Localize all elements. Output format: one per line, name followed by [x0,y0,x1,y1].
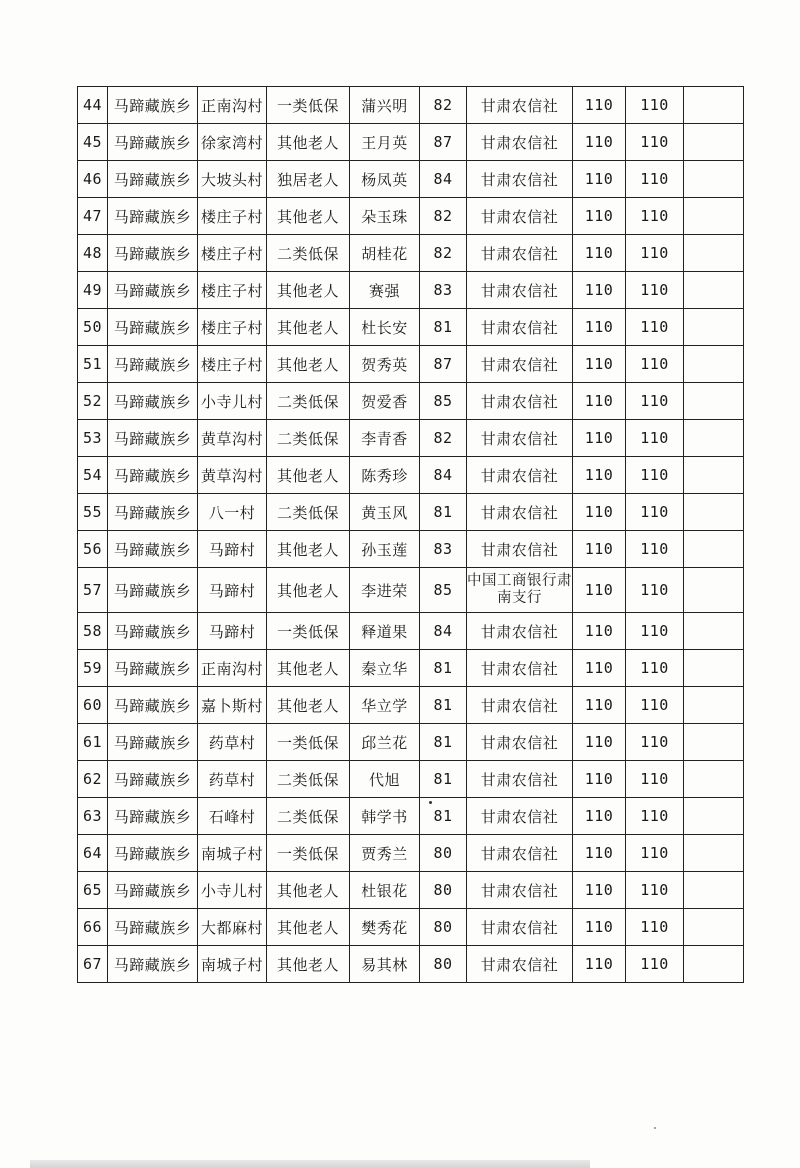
cell-number: 46 [78,161,108,198]
cell-township: 马蹄藏族乡 [108,568,198,613]
cell-township: 马蹄藏族乡 [108,235,198,272]
table-row [78,946,744,983]
cell-category: 其他老人 [267,309,350,346]
cell-village: 大坡头村 [198,161,267,198]
cell-category: 一类低保 [267,87,350,124]
cell-amount-standard: 110 [573,568,626,613]
cell-village: 马蹄村 [198,613,267,650]
cell-village: 小寺儿村 [198,383,267,420]
cell-bank: 甘肃农信社 [467,272,573,309]
table-row [78,613,744,650]
cell-remark [684,87,744,124]
cell-name: 贾秀兰 [350,835,420,872]
cell-number: 63 [78,798,108,835]
cell-category: 其他老人 [267,872,350,909]
cell-remark [684,235,744,272]
cell-name: 黄玉风 [350,494,420,531]
table-row [78,420,744,457]
cell-number: 50 [78,309,108,346]
table-row [78,457,744,494]
cell-name: 朵玉珠 [350,198,420,235]
cell-amount-paid: 110 [626,383,684,420]
cell-category: 其他老人 [267,124,350,161]
table-row [78,198,744,235]
table-row [78,872,744,909]
cell-remark [684,420,744,457]
cell-bank: 甘肃农信社 [467,724,573,761]
cell-category: 二类低保 [267,761,350,798]
roster-body [78,87,744,983]
cell-name: 华立学 [350,687,420,724]
cell-amount-paid: 110 [626,835,684,872]
cell-number: 56 [78,531,108,568]
cell-amount-standard: 110 [573,272,626,309]
cell-bank: 中国工商银行肃南支行 [467,568,573,613]
cell-number: 61 [78,724,108,761]
cell-age: 85 [420,383,467,420]
cell-amount-standard: 110 [573,235,626,272]
cell-name: 赛强 [350,272,420,309]
cell-number: 59 [78,650,108,687]
cell-age: 81 [420,687,467,724]
cell-township: 马蹄藏族乡 [108,531,198,568]
table-row [78,494,744,531]
cell-amount-paid: 110 [626,346,684,383]
cell-bank: 甘肃农信社 [467,494,573,531]
cell-number: 49 [78,272,108,309]
cell-remark [684,272,744,309]
cell-amount-standard: 110 [573,835,626,872]
cell-amount-paid: 110 [626,613,684,650]
cell-category: 其他老人 [267,198,350,235]
cell-name: 胡桂花 [350,235,420,272]
cell-township: 马蹄藏族乡 [108,124,198,161]
cell-village: 正南沟村 [198,650,267,687]
cell-name: 杜银花 [350,872,420,909]
cell-bank: 甘肃农信社 [467,946,573,983]
cell-bank: 甘肃农信社 [467,835,573,872]
cell-amount-paid: 110 [626,87,684,124]
cell-amount-standard: 110 [573,87,626,124]
cell-category: 其他老人 [267,650,350,687]
cell-remark [684,724,744,761]
cell-amount-standard: 110 [573,724,626,761]
cell-number: 54 [78,457,108,494]
cell-age: 84 [420,613,467,650]
cell-amount-paid: 110 [626,946,684,983]
cell-name: 代旭 [350,761,420,798]
cell-amount-paid: 110 [626,272,684,309]
table-row [78,235,744,272]
cell-amount-paid: 110 [626,124,684,161]
cell-amount-paid: 110 [626,235,684,272]
cell-village: 小寺儿村 [198,872,267,909]
cell-name: 杜长安 [350,309,420,346]
cell-township: 马蹄藏族乡 [108,309,198,346]
cell-village: 马蹄村 [198,568,267,613]
cell-name: 杨凤英 [350,161,420,198]
cell-amount-paid: 110 [626,872,684,909]
cell-amount-standard: 110 [573,650,626,687]
cell-category: 一类低保 [267,835,350,872]
cell-number: 60 [78,687,108,724]
table-row [78,724,744,761]
cell-bank: 甘肃农信社 [467,87,573,124]
cell-amount-paid: 110 [626,420,684,457]
cell-village: 南城子村 [198,946,267,983]
cell-category: 其他老人 [267,457,350,494]
cell-village: 石峰村 [198,798,267,835]
cell-age: 82 [420,235,467,272]
cell-amount-standard: 110 [573,383,626,420]
table-row [78,531,744,568]
cell-township: 马蹄藏族乡 [108,872,198,909]
cell-amount-standard: 110 [573,531,626,568]
cell-remark [684,650,744,687]
cell-remark [684,124,744,161]
cell-village: 大都麻村 [198,909,267,946]
cell-township: 马蹄藏族乡 [108,613,198,650]
cell-category: 二类低保 [267,798,350,835]
cell-number: 62 [78,761,108,798]
cell-category: 其他老人 [267,946,350,983]
scan-speck [654,1127,656,1129]
cell-township: 马蹄藏族乡 [108,383,198,420]
cell-age: 81 [420,494,467,531]
cell-number: 64 [78,835,108,872]
cell-amount-standard: 110 [573,761,626,798]
cell-name: 易其林 [350,946,420,983]
cell-name: 贺爱香 [350,383,420,420]
cell-township: 马蹄藏族乡 [108,161,198,198]
cell-amount-paid: 110 [626,198,684,235]
cell-amount-standard: 110 [573,124,626,161]
cell-remark [684,761,744,798]
cell-age: 80 [420,872,467,909]
cell-township: 马蹄藏族乡 [108,346,198,383]
table-row [78,272,744,309]
cell-amount-paid: 110 [626,687,684,724]
cell-age: 83 [420,272,467,309]
table-row [78,309,744,346]
cell-age: 83 [420,531,467,568]
cell-township: 马蹄藏族乡 [108,835,198,872]
cell-amount-paid: 110 [626,650,684,687]
cell-township: 马蹄藏族乡 [108,798,198,835]
cell-amount-paid: 110 [626,761,684,798]
cell-township: 马蹄藏族乡 [108,724,198,761]
cell-name: 樊秀花 [350,909,420,946]
cell-category: 独居老人 [267,161,350,198]
table-row [78,161,744,198]
cell-bank: 甘肃农信社 [467,383,573,420]
cell-bank: 甘肃农信社 [467,235,573,272]
cell-bank: 甘肃农信社 [467,420,573,457]
cell-category: 二类低保 [267,235,350,272]
cell-bank: 甘肃农信社 [467,124,573,161]
cell-age: 82 [420,198,467,235]
cell-category: 其他老人 [267,909,350,946]
cell-amount-standard: 110 [573,161,626,198]
cell-township: 马蹄藏族乡 [108,946,198,983]
cell-bank: 甘肃农信社 [467,613,573,650]
cell-number: 47 [78,198,108,235]
cell-category: 其他老人 [267,687,350,724]
cell-bank: 甘肃农信社 [467,531,573,568]
cell-village: 黄草沟村 [198,420,267,457]
cell-name: 邱兰花 [350,724,420,761]
cell-category: 二类低保 [267,494,350,531]
table-row [78,650,744,687]
cell-remark [684,383,744,420]
cell-name: 蒲兴明 [350,87,420,124]
cell-village: 楼庄子村 [198,235,267,272]
cell-age: 81 [420,650,467,687]
cell-village: 马蹄村 [198,531,267,568]
cell-number: 66 [78,909,108,946]
cell-amount-paid: 110 [626,309,684,346]
roster-table [77,86,744,983]
cell-village: 楼庄子村 [198,309,267,346]
cell-category: 其他老人 [267,568,350,613]
cell-number: 65 [78,872,108,909]
cell-township: 马蹄藏族乡 [108,687,198,724]
scan-speck [429,801,432,804]
cell-amount-paid: 110 [626,724,684,761]
table-row [78,909,744,946]
cell-amount-standard: 110 [573,946,626,983]
cell-village: 楼庄子村 [198,272,267,309]
cell-village: 南城子村 [198,835,267,872]
cell-age: 85 [420,568,467,613]
cell-township: 马蹄藏族乡 [108,420,198,457]
cell-number: 53 [78,420,108,457]
cell-remark [684,494,744,531]
cell-township: 马蹄藏族乡 [108,761,198,798]
cell-name: 李进荣 [350,568,420,613]
cell-township: 马蹄藏族乡 [108,650,198,687]
cell-bank: 甘肃农信社 [467,761,573,798]
cell-village: 徐家湾村 [198,124,267,161]
cell-age: 81 [420,798,467,835]
cell-age: 87 [420,124,467,161]
cell-amount-standard: 110 [573,872,626,909]
cell-amount-standard: 110 [573,198,626,235]
table-row [78,124,744,161]
cell-category: 其他老人 [267,531,350,568]
cell-category: 二类低保 [267,420,350,457]
cell-remark [684,613,744,650]
table-row [78,761,744,798]
cell-number: 48 [78,235,108,272]
cell-bank: 甘肃农信社 [467,309,573,346]
cell-number: 67 [78,946,108,983]
cell-remark [684,531,744,568]
cell-age: 81 [420,724,467,761]
cell-township: 马蹄藏族乡 [108,494,198,531]
cell-age: 81 [420,309,467,346]
cell-remark [684,346,744,383]
cell-number: 45 [78,124,108,161]
cell-bank: 甘肃农信社 [467,872,573,909]
cell-bank: 甘肃农信社 [467,687,573,724]
cell-category: 其他老人 [267,272,350,309]
cell-remark [684,568,744,613]
scan-edge-shadow [30,1160,590,1168]
cell-number: 44 [78,87,108,124]
cell-remark [684,161,744,198]
cell-village: 楼庄子村 [198,346,267,383]
table-row [78,568,744,613]
cell-name: 王月英 [350,124,420,161]
cell-remark [684,835,744,872]
table-row [78,835,744,872]
cell-amount-standard: 110 [573,613,626,650]
cell-number: 52 [78,383,108,420]
table-row [78,798,744,835]
cell-amount-paid: 110 [626,494,684,531]
cell-age: 81 [420,761,467,798]
cell-bank: 甘肃农信社 [467,457,573,494]
cell-amount-paid: 110 [626,457,684,494]
cell-name: 秦立华 [350,650,420,687]
cell-name: 李青香 [350,420,420,457]
cell-amount-paid: 110 [626,161,684,198]
cell-number: 55 [78,494,108,531]
cell-village: 黄草沟村 [198,457,267,494]
cell-bank: 甘肃农信社 [467,198,573,235]
cell-name: 韩学书 [350,798,420,835]
cell-age: 82 [420,87,467,124]
cell-age: 80 [420,946,467,983]
cell-category: 一类低保 [267,613,350,650]
cell-remark [684,798,744,835]
cell-village: 楼庄子村 [198,198,267,235]
cell-amount-standard: 110 [573,346,626,383]
cell-township: 马蹄藏族乡 [108,909,198,946]
cell-remark [684,872,744,909]
cell-name: 贺秀英 [350,346,420,383]
cell-village: 嘉卜斯村 [198,687,267,724]
cell-remark [684,946,744,983]
cell-name: 释道果 [350,613,420,650]
cell-village: 药草村 [198,724,267,761]
cell-amount-paid: 110 [626,531,684,568]
table-row [78,383,744,420]
table-row [78,346,744,383]
cell-name: 陈秀珍 [350,457,420,494]
cell-township: 马蹄藏族乡 [108,87,198,124]
cell-amount-standard: 110 [573,494,626,531]
cell-amount-paid: 110 [626,909,684,946]
cell-number: 58 [78,613,108,650]
cell-remark [684,687,744,724]
cell-village: 药草村 [198,761,267,798]
table-row [78,87,744,124]
cell-amount-standard: 110 [573,798,626,835]
cell-amount-paid: 110 [626,568,684,613]
cell-amount-standard: 110 [573,457,626,494]
cell-amount-standard: 110 [573,909,626,946]
cell-number: 51 [78,346,108,383]
cell-age: 82 [420,420,467,457]
cell-amount-paid: 110 [626,798,684,835]
cell-category: 其他老人 [267,346,350,383]
table-row [78,687,744,724]
cell-township: 马蹄藏族乡 [108,457,198,494]
cell-category: 一类低保 [267,724,350,761]
cell-age: 80 [420,909,467,946]
cell-township: 马蹄藏族乡 [108,198,198,235]
cell-number: 57 [78,568,108,613]
cell-age: 87 [420,346,467,383]
cell-amount-standard: 110 [573,309,626,346]
cell-remark [684,457,744,494]
cell-bank: 甘肃农信社 [467,909,573,946]
cell-village: 八一村 [198,494,267,531]
cell-age: 84 [420,457,467,494]
cell-remark [684,198,744,235]
cell-bank: 甘肃农信社 [467,798,573,835]
cell-age: 80 [420,835,467,872]
cell-name: 孙玉莲 [350,531,420,568]
cell-township: 马蹄藏族乡 [108,272,198,309]
cell-bank: 甘肃农信社 [467,161,573,198]
cell-bank: 甘肃农信社 [467,346,573,383]
cell-village: 正南沟村 [198,87,267,124]
cell-amount-standard: 110 [573,420,626,457]
cell-amount-standard: 110 [573,687,626,724]
cell-remark [684,909,744,946]
cell-age: 84 [420,161,467,198]
cell-category: 二类低保 [267,383,350,420]
cell-bank: 甘肃农信社 [467,650,573,687]
cell-remark [684,309,744,346]
